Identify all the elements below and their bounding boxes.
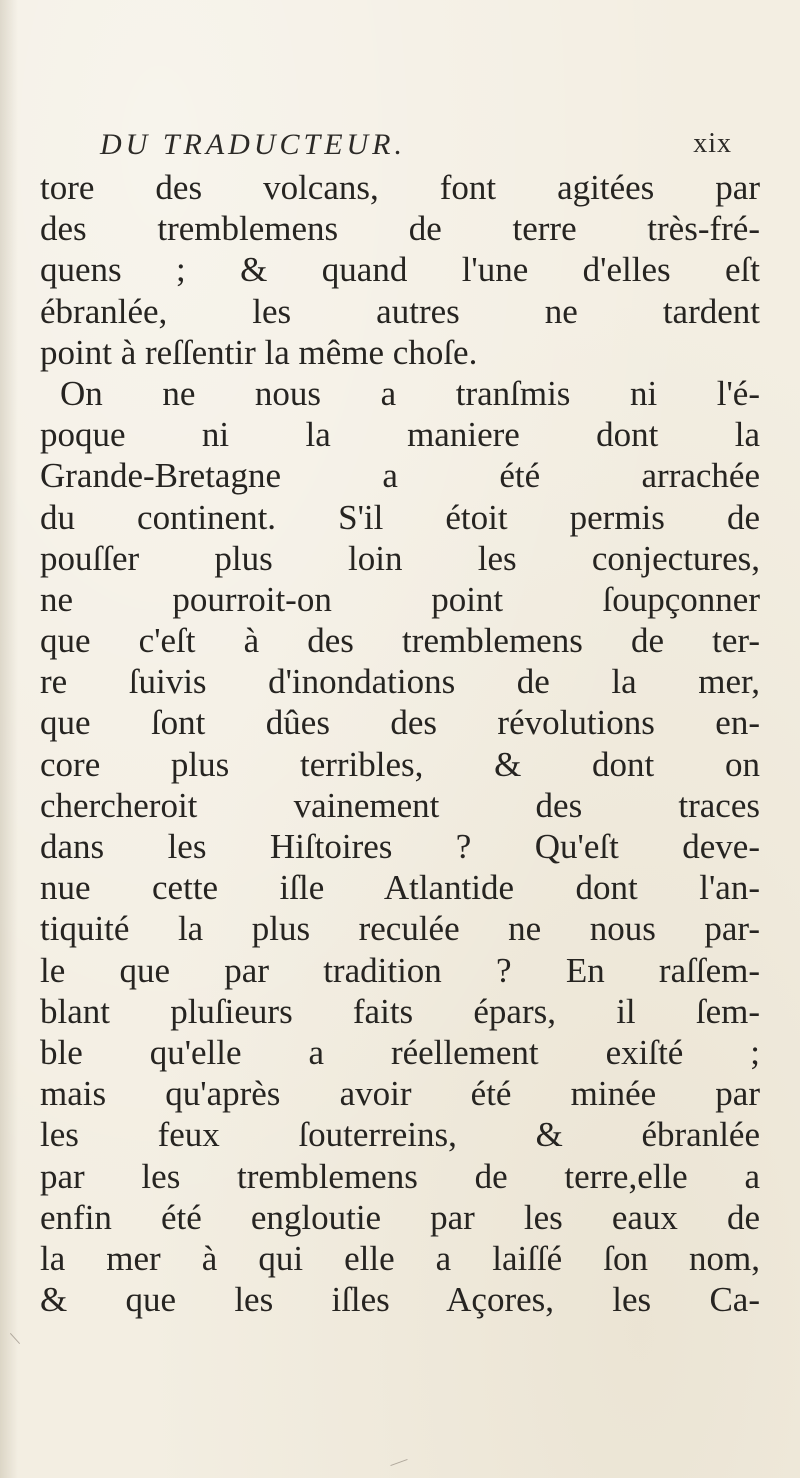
running-head — [100, 128, 740, 172]
running-head-title: DU TRADUCTEUR. — [100, 128, 407, 161]
text-line: core plus terribles, & dont on — [40, 744, 760, 784]
text-line: dans les Hiſtoires ? Qu'eſt deve- — [40, 827, 760, 866]
text-line: tiquité la plus reculée ne nous par- — [40, 909, 760, 949]
text-line: On ne nous a tranſmis ni l'é- — [60, 373, 760, 413]
text-line: quens ; & quand l'une d'elles eſt — [40, 250, 760, 290]
page-number: xix — [693, 128, 732, 159]
text-line: blant pluſieurs faits épars, il ſem- — [40, 991, 760, 1031]
text-line: que c'eſt à des tremblemens de ter- — [40, 621, 760, 661]
text-line: la mer à qui elle a laiſſé ſon nom, — [40, 1238, 760, 1278]
text-line: ne pourroit-on point ſoupçonner — [40, 579, 760, 619]
text-line: pouſſer plus loin les conjectures, — [40, 538, 760, 578]
text-line: par les tremblemens de terre,elle a — [40, 1156, 760, 1196]
text-line: le que par tradition ? En raſſem- — [40, 950, 760, 990]
text-line: point à reſſentir la même choſe. — [40, 332, 478, 372]
text-line: mais qu'après avoir été minée par — [40, 1074, 760, 1114]
text-line: ébranlée, les autres ne tardent — [40, 291, 760, 331]
text-line: les feux ſouterreins, & ébranlée — [40, 1115, 760, 1155]
text-line: tore des volcans, font agitées par — [40, 168, 760, 207]
text-line: du continent. S'il étoit permis de — [40, 497, 760, 537]
text-line: poque ni la maniere dont la — [40, 415, 760, 455]
text-line: que ſont dûes des révolutions en- — [40, 703, 760, 743]
text-line: enfin été engloutie par les eaux de — [40, 1197, 760, 1237]
page-gutter-shadow — [0, 0, 18, 1478]
text-line: Grande-Bretagne a été arrachée — [40, 456, 760, 496]
paper-speck — [390, 1459, 407, 1466]
text-line: ble qu'elle a réellement exiſté ; — [40, 1032, 760, 1072]
text-line: nue cette iſle Atlantide dont l'an- — [40, 868, 760, 908]
body-text — [40, 167, 760, 1320]
text-line: chercheroit vainement des traces — [40, 785, 760, 825]
text-line: & que les iſles Açores, les Ca- — [40, 1280, 760, 1320]
text-line: re ſuivis d'inondations de la mer, — [40, 662, 760, 702]
text-line: des tremblemens de terre très-fré- — [40, 209, 760, 249]
